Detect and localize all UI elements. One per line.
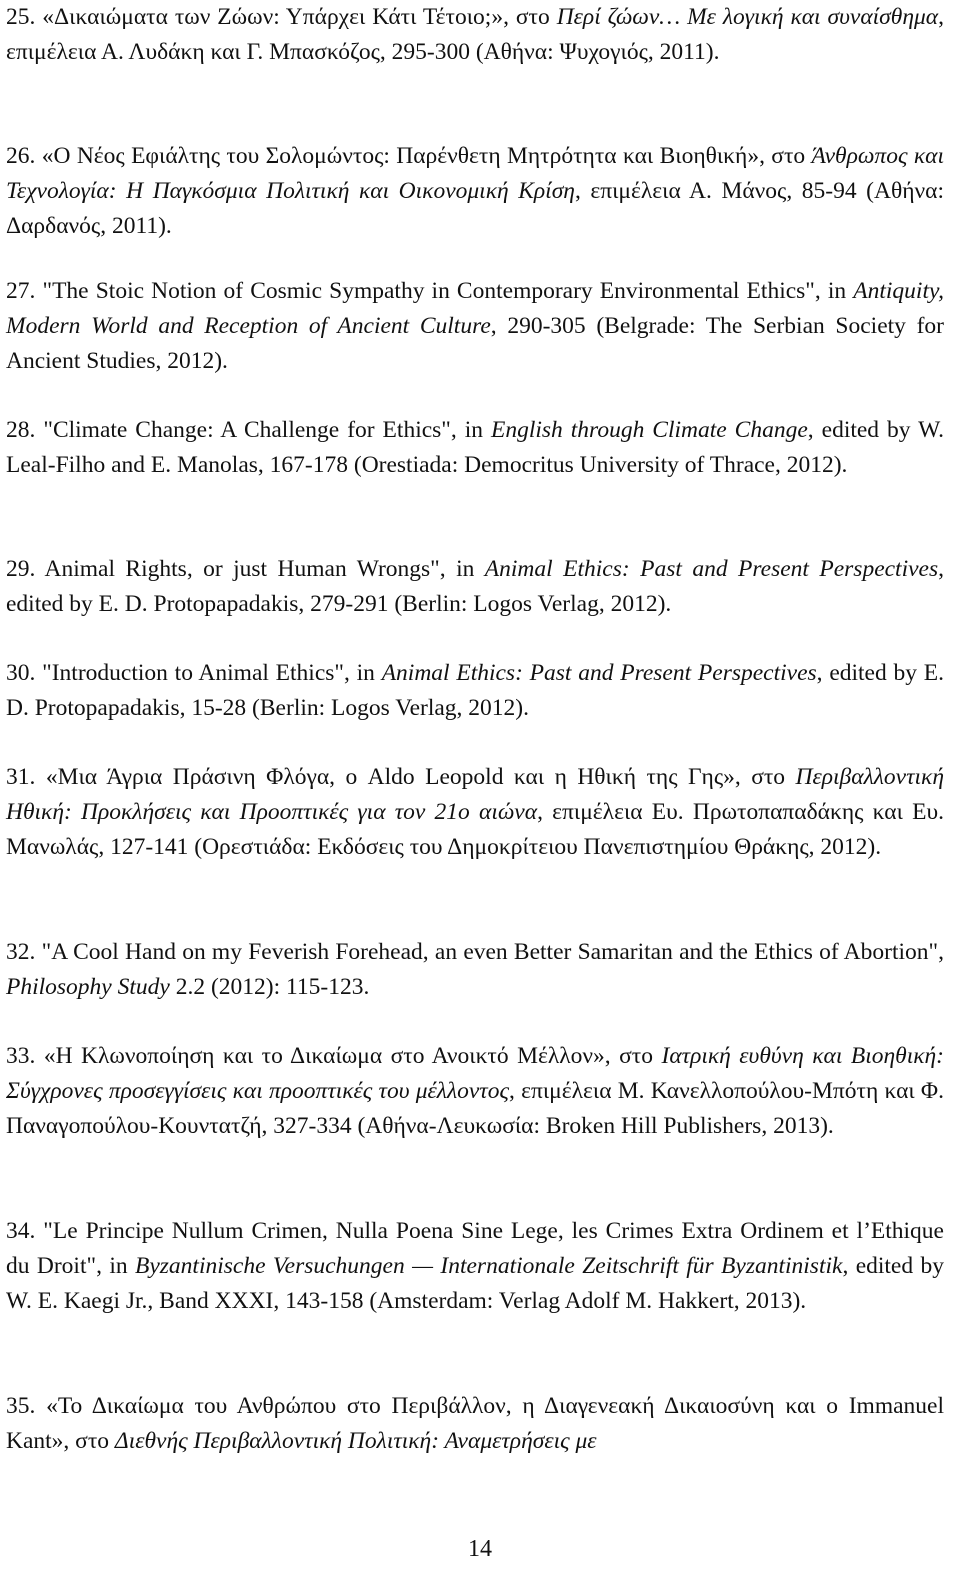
bibliography-entry-27 — [6, 274, 944, 378]
entry-number: 30. — [6, 660, 36, 686]
entry-italic-title: Περιβαλλοντική Ηθική: Προκλήσεις και Προοπτικές για τον 21ο αιώνα — [6, 764, 944, 825]
entry-text: , επιμέλεια Α. Μάνος, 85-94 (Αθήνα: Δαρδανός, 2011). — [6, 177, 944, 239]
entry-italic-title: Animal Ethics: Past and Present Perspectives — [381, 660, 817, 686]
entry-text: «Μια Άγρια Πράσινη Φλόγα, ο Aldo Leopold και η Ηθική της Γης», στο — [35, 764, 796, 790]
entry-italic-title: Animal Ethics: Past and Present Perspectives — [484, 556, 939, 582]
entry-text: «Το Δικαίωμα του Ανθρώπου στο Περιβάλλον, η Διαγενεακή Δικαιοσύνη και ο Immanuel Kant», στο — [6, 1393, 944, 1454]
entry-number: 35. — [6, 1393, 36, 1419]
bibliography-entry-33 — [6, 1039, 944, 1143]
entry-number: 25. — [6, 4, 36, 30]
bibliography-entry-35 — [6, 1389, 944, 1459]
entry-italic-title: Περί ζώων… Με λογική και συναίσθημα — [556, 4, 939, 30]
entry-text: , επιμέλεια Α. Λυδάκη και Γ. Μπασκόζος, 295-300 (Αθήνα: Ψυχογιός, 2011). — [6, 4, 944, 65]
bibliography-entry-30 — [6, 656, 944, 726]
entry-text: , επιμέλεια Ευ. Πρωτοπαπαδάκης και Ευ. Μανωλάς, 127-141 (Ορεστιάδα: Εκδόσεις του Δημοκρίτειου Πανεπιστημίου Θράκης, 2012). — [6, 798, 944, 860]
entry-italic-title: Άνθρωπος και Τεχνολογία: Η Παγκόσμια Πολιτική και Οικονομική Κρίση — [6, 143, 944, 204]
entry-text: "Le Principe Nullum Crimen, Nulla Poena Sine Lege, les Crimes Extra Ordinem et l’Ethique du Droit", in — [6, 1218, 944, 1279]
page-number: 14 — [468, 1536, 492, 1562]
entry-italic-title: Byzantinische Versuchungen — Internationale Zeitschrift für Byzantinistik — [135, 1252, 843, 1279]
entry-text: , edited by E. D. Protopapadakis, 15-28 (Berlin: Logos Verlag, 2012). — [6, 660, 944, 721]
entry-italic-title: Διεθνής Περιβαλλοντική Πολιτική: Αναμετρήσεις με — [114, 1427, 597, 1454]
entry-text: "Climate Change: A Challenge for Ethics", in — [35, 417, 491, 443]
entry-text: «Δικαιώματα των Ζώων: Υπάρχει Κάτι Τέτοιο;», στο — [35, 4, 557, 30]
entry-number: 31. — [6, 764, 36, 790]
entry-text: , edited by E. D. Protopapadakis, 279-291 (Berlin: Logos Verlag, 2012). — [6, 556, 944, 617]
entry-text: , επιμέλεια Μ. Κανελλοπούλου-Μπότη και Φ. Παναγοπούλου-Κουντατζή, 327-334 (Αθήνα-Λευκωσία: Broken Hill Publishers, 2013). — [6, 1077, 944, 1139]
entry-number: 26. — [6, 143, 36, 169]
entry-text: "The Stoic Notion of Cosmic Sympathy in Contemporary Environmental Ethics", in — [35, 278, 854, 304]
bibliography-entry-26 — [6, 139, 944, 243]
bibliography-entry-31 — [6, 760, 944, 864]
entry-number: 32. — [6, 939, 36, 965]
entry-number: 33. — [6, 1043, 36, 1069]
entry-italic-title: English through Climate Change — [491, 417, 808, 443]
entry-number: 34. — [6, 1218, 36, 1244]
entry-text: Animal Rights, or just Human Wrongs", in — [35, 556, 485, 582]
bibliography-entry-25 — [6, 0, 944, 70]
entry-italic-title: Philosophy Study — [6, 973, 170, 1000]
entry-text: "A Cool Hand on my Feverish Forehead, an even Better Samaritan and the Ethics of Abortion", — [35, 939, 944, 965]
entry-number: 28. — [6, 417, 36, 443]
entry-italic-title: Antiquity, Modern World and Reception of Ancient Culture — [6, 278, 944, 339]
entry-text: "Introduction to Animal Ethics", in — [35, 660, 382, 686]
entry-text: «Ο Νέος Εφιάλτης του Σολομώντος: Παρένθετη Μητρότητα και Βιοηθική», στο — [35, 143, 812, 169]
bibliography-entry-28 — [6, 413, 944, 483]
entry-text: , 290-305 (Belgrade: The Serbian Society for Ancient Studies, 2012). — [6, 312, 944, 374]
entry-text: , edited by W. E. Kaegi Jr., Band XXXI, 143-158 (Amsterdam: Verlag Adolf M. Hakkert, 2013). — [6, 1252, 944, 1314]
entry-number: 27. — [6, 278, 36, 304]
entry-number: 29. — [6, 556, 36, 582]
entry-italic-title: Ιατρική ευθύνη και Βιοηθική: Σύγχρονες προσεγγίσεις και προοπτικές του μέλλοντος — [6, 1043, 944, 1104]
entry-text: 2.2 (2012): 115-123. — [169, 973, 370, 1000]
entry-text: , edited by W. Leal-Filho and E. Manolas, 167-178 (Orestiada: Democritus University of Thrace, 2012). — [6, 417, 944, 478]
bibliography-entry-34 — [6, 1214, 944, 1318]
entry-text: «Η Κλωνοποίηση και το Δικαίωμα στο Ανοικτό Μέλλον», στο — [35, 1043, 662, 1069]
bibliography-entry-32 — [6, 935, 944, 1005]
bibliography-entry-29 — [6, 552, 944, 622]
